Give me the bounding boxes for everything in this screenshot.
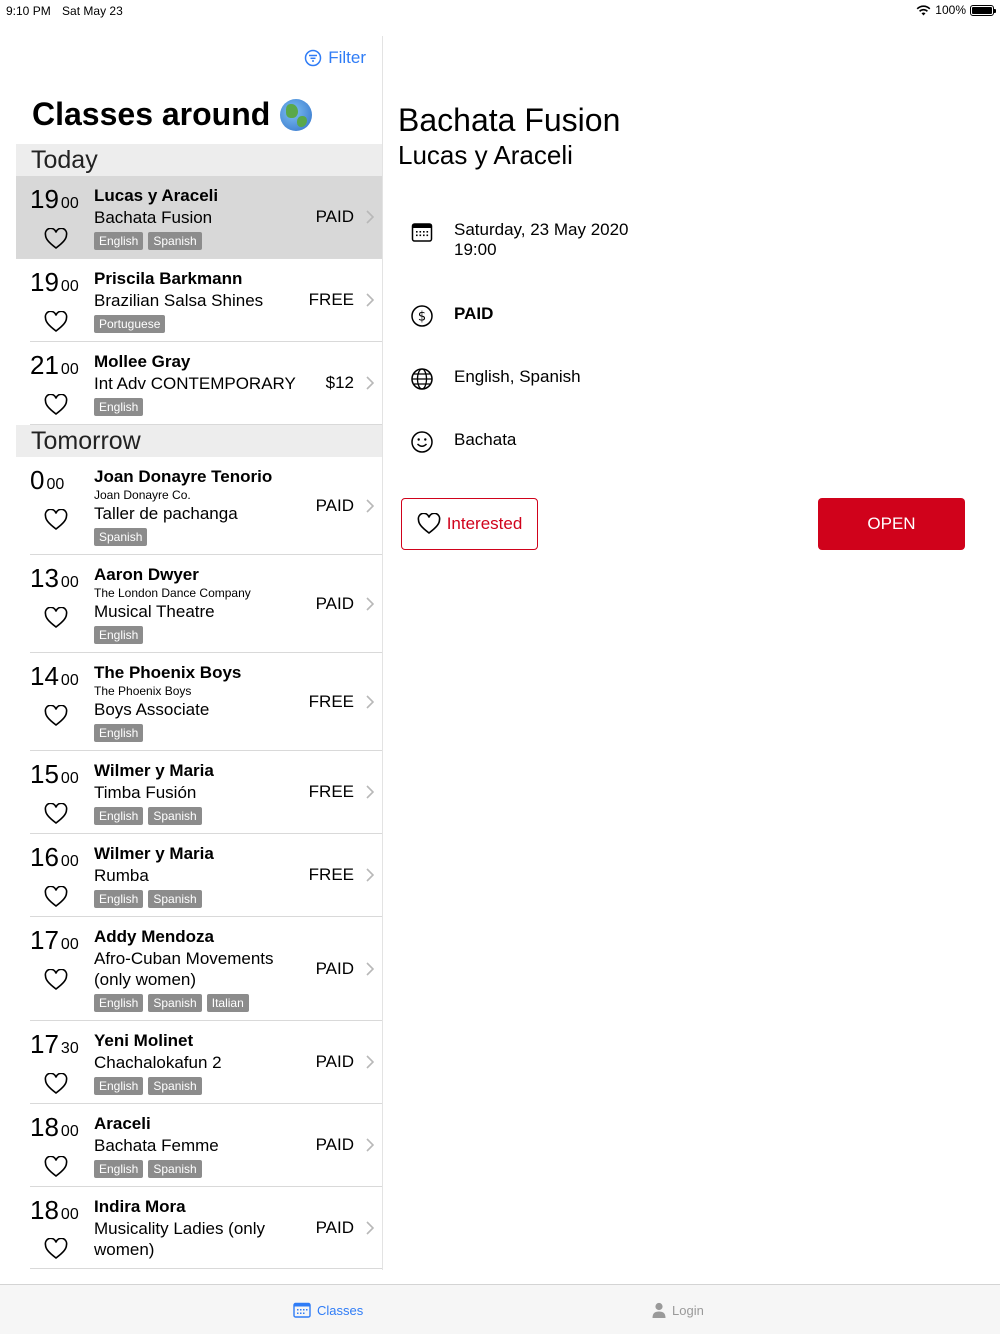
interested-button[interactable] — [401, 498, 538, 550]
filter-button[interactable] — [304, 48, 366, 68]
detail-style-row — [410, 430, 516, 454]
class-time — [30, 267, 90, 298]
class-hour: 15 — [30, 759, 59, 789]
class-row-content — [30, 176, 382, 258]
class-price: FREE — [308, 782, 354, 801]
language-tags — [94, 807, 382, 825]
class-row-content — [30, 555, 382, 652]
class-name: Musical Theatre — [94, 602, 215, 621]
favorite-heart-icon[interactable] — [44, 509, 68, 531]
class-price: PAID — [315, 207, 354, 226]
status-left — [6, 4, 131, 18]
dollar-icon — [410, 304, 434, 328]
class-name: Afro-Cuban Movements (only women) — [94, 949, 274, 989]
page-title — [32, 96, 312, 133]
class-row[interactable] — [30, 1187, 382, 1269]
class-name: Timba Fusión — [94, 783, 197, 802]
language-tags — [94, 232, 382, 250]
favorite-heart-icon[interactable] — [44, 803, 68, 825]
class-list — [16, 144, 382, 1269]
calendar-icon — [410, 220, 434, 244]
class-row-content — [30, 834, 382, 916]
language-tags — [94, 994, 382, 1012]
language-tag: English — [94, 1077, 143, 1095]
section-header: Tomorrow — [16, 425, 382, 457]
class-price: FREE — [308, 865, 354, 884]
class-price: PAID — [315, 593, 354, 613]
favorite-heart-icon[interactable] — [44, 394, 68, 416]
open-button[interactable]: OPEN — [818, 498, 965, 550]
interested-label: Interested — [446, 514, 523, 533]
battery-icon — [970, 5, 994, 16]
svg-text:$: $ — [417, 309, 427, 325]
class-row[interactable] — [30, 259, 382, 342]
class-time — [30, 465, 90, 496]
favorite-heart-icon[interactable] — [44, 1073, 68, 1095]
class-price: PAID — [315, 1135, 354, 1154]
class-hour: 19 — [30, 184, 59, 214]
class-hour: 14 — [30, 661, 59, 691]
class-row[interactable] — [16, 176, 382, 259]
favorite-heart-icon[interactable] — [44, 705, 68, 727]
class-minute: 00 — [60, 195, 79, 212]
class-row[interactable] — [30, 751, 382, 834]
language-tags — [94, 528, 382, 546]
class-time — [30, 350, 90, 381]
status-date: Sat May 23 — [62, 4, 123, 18]
chevron-right-icon — [366, 1138, 374, 1152]
language-tag: Spanish — [148, 1077, 201, 1095]
class-price: PAID — [315, 958, 354, 978]
class-hour: 0 — [30, 465, 45, 495]
class-minute: 00 — [60, 361, 79, 378]
class-teacher: Aaron Dwyer — [94, 565, 199, 584]
class-name: Boys Associate — [94, 700, 210, 719]
detail-languages: English, Spanish — [454, 367, 581, 386]
class-name: Int Adv CONTEMPORARY — [94, 374, 296, 393]
class-company: The Phoenix Boys — [94, 684, 192, 698]
class-hour: 18 — [30, 1112, 59, 1142]
class-row-content — [30, 751, 382, 833]
class-minute: 00 — [60, 278, 79, 295]
tab-login-label: Login — [672, 1302, 704, 1318]
favorite-heart-icon[interactable] — [44, 886, 68, 908]
class-time — [30, 1112, 90, 1143]
status-bar — [0, 0, 1000, 24]
class-time — [30, 184, 90, 215]
language-tags — [94, 315, 382, 333]
detail-price-row — [410, 304, 493, 328]
class-teacher: Wilmer y Maria — [94, 761, 214, 780]
language-tag: English — [94, 724, 143, 742]
favorite-heart-icon[interactable] — [44, 228, 68, 250]
class-price: FREE — [308, 290, 354, 309]
class-company: Joan Donayre Co. — [94, 488, 191, 502]
status-time: 9:10 PM — [6, 4, 51, 18]
globe-outline-icon — [410, 367, 434, 391]
favorite-heart-icon[interactable] — [44, 1238, 68, 1260]
class-row-content — [30, 457, 382, 554]
tab-bar — [0, 1284, 1000, 1334]
chevron-right-icon — [366, 293, 374, 307]
detail-date-row — [410, 220, 629, 260]
calendar-tab-icon — [293, 1302, 311, 1318]
detail-language-row — [410, 367, 581, 391]
class-row-content — [30, 917, 382, 1020]
class-teacher: The Phoenix Boys — [94, 663, 242, 682]
smiley-icon — [410, 430, 434, 454]
tab-classes[interactable] — [293, 1302, 363, 1318]
detail-style: Bachata — [454, 430, 517, 449]
class-time — [30, 1029, 90, 1060]
class-minute: 00 — [60, 1206, 79, 1223]
battery-percent: 100% — [935, 3, 966, 17]
language-tag: English — [94, 232, 143, 250]
detail-time: 19:00 — [454, 240, 497, 259]
class-minute: 00 — [60, 1123, 79, 1140]
chevron-right-icon — [366, 597, 374, 611]
class-row-content — [30, 1187, 382, 1268]
language-tags — [94, 890, 382, 908]
class-price: FREE — [308, 691, 354, 711]
class-name: Musicality Ladies (only women) — [94, 1219, 266, 1259]
class-row-content — [30, 342, 382, 424]
language-tags — [94, 398, 382, 416]
section-header: Today — [16, 144, 382, 176]
class-name: Brazilian Salsa Shines — [94, 291, 264, 310]
heart-icon — [417, 513, 441, 535]
class-name: Bachata Femme — [94, 1136, 219, 1155]
class-hour: 13 — [30, 563, 59, 593]
class-hour: 17 — [30, 925, 59, 955]
globe-icon — [280, 99, 312, 131]
tab-login[interactable] — [652, 1302, 704, 1318]
class-name: Rumba — [94, 866, 149, 885]
filter-label: Filter — [328, 48, 366, 67]
class-row[interactable] — [30, 917, 382, 1021]
class-teacher: Araceli — [94, 1114, 151, 1133]
class-price: PAID — [315, 495, 354, 515]
pane-divider — [382, 36, 383, 1270]
class-name: Taller de pachanga — [94, 504, 238, 523]
class-teacher: Indira Mora — [94, 1197, 186, 1216]
class-teacher: Mollee Gray — [94, 352, 191, 371]
language-tag: English — [94, 1160, 143, 1178]
language-tag: Spanish — [94, 528, 147, 546]
class-price: PAID — [315, 1052, 354, 1071]
status-right — [916, 3, 994, 17]
favorite-heart-icon[interactable] — [44, 969, 68, 991]
language-tags — [94, 626, 382, 644]
chevron-right-icon — [366, 962, 374, 976]
class-teacher: Addy Mendoza — [94, 927, 214, 946]
language-tag: Spanish — [148, 890, 201, 908]
chevron-right-icon — [366, 785, 374, 799]
language-tag: Spanish — [148, 807, 201, 825]
detail-date: Saturday, 23 May 2020 — [454, 220, 629, 239]
favorite-heart-icon[interactable] — [44, 311, 68, 333]
chevron-right-icon — [366, 868, 374, 882]
class-minute: 00 — [60, 853, 79, 870]
detail-price: PAID — [454, 304, 494, 323]
chevron-right-icon — [366, 210, 374, 224]
class-teacher: Joan Donayre Tenorio — [94, 467, 273, 486]
class-time — [30, 842, 90, 873]
class-name: Chachalokafun 2 — [94, 1053, 222, 1072]
class-teacher: Yeni Molinet — [94, 1031, 194, 1050]
chevron-right-icon — [366, 1055, 374, 1069]
filter-icon — [304, 49, 322, 67]
class-row[interactable] — [30, 555, 382, 653]
language-tag: Italian — [207, 994, 249, 1012]
class-teacher: Priscila Barkmann — [94, 269, 243, 288]
class-company: The London Dance Company — [94, 586, 251, 600]
chevron-right-icon — [366, 695, 374, 709]
class-minute: 00 — [60, 574, 79, 591]
class-list-pane — [0, 24, 382, 1270]
class-row[interactable] — [30, 342, 382, 425]
detail-subtitle: Lucas y Araceli — [398, 140, 573, 170]
chevron-right-icon — [366, 376, 374, 390]
language-tag: English — [94, 626, 143, 644]
class-row[interactable] — [30, 457, 382, 555]
class-price: $12 — [325, 373, 354, 392]
class-name: Bachata Fusion — [94, 208, 213, 227]
class-row[interactable] — [30, 1104, 382, 1187]
class-minute: 00 — [60, 672, 79, 689]
page-title-text: Classes around — [32, 96, 271, 132]
language-tags — [94, 1160, 382, 1178]
class-row-content — [30, 259, 382, 341]
class-hour: 17 — [30, 1029, 59, 1059]
class-time — [30, 661, 90, 692]
battery-fill — [972, 7, 992, 14]
language-tags — [94, 724, 382, 742]
class-teacher: Wilmer y Maria — [94, 844, 214, 863]
class-time — [30, 925, 90, 956]
class-row-content — [30, 1104, 382, 1186]
class-minute: 00 — [60, 770, 79, 787]
person-icon — [652, 1302, 666, 1318]
class-time — [30, 1195, 90, 1226]
class-row-content — [30, 653, 382, 750]
language-tag: English — [94, 807, 143, 825]
class-time — [30, 563, 90, 594]
chevron-right-icon — [366, 499, 374, 513]
class-price: PAID — [315, 1217, 354, 1237]
class-row-content — [30, 1021, 382, 1103]
class-minute: 30 — [60, 1040, 79, 1057]
class-minute: 00 — [46, 476, 65, 493]
tab-classes-label: Classes — [317, 1302, 364, 1318]
language-tag: English — [94, 890, 143, 908]
language-tag: Portuguese — [94, 315, 165, 333]
class-row[interactable] — [30, 653, 382, 751]
language-tag: English — [94, 398, 143, 416]
language-tags — [94, 1077, 382, 1095]
language-tag: Spanish — [148, 232, 201, 250]
language-tag: Spanish — [148, 1160, 201, 1178]
class-minute: 00 — [60, 936, 79, 953]
class-time — [30, 759, 90, 790]
favorite-heart-icon[interactable] — [44, 1156, 68, 1178]
wifi-icon — [916, 5, 931, 16]
chevron-right-icon — [366, 1221, 374, 1235]
detail-title: Bachata Fusion — [398, 102, 621, 138]
class-row[interactable] — [30, 1021, 382, 1104]
class-teacher: Lucas y Araceli — [94, 186, 219, 205]
language-tag: Spanish — [148, 994, 201, 1012]
class-hour: 18 — [30, 1195, 59, 1225]
class-hour: 19 — [30, 267, 59, 297]
favorite-heart-icon[interactable] — [44, 607, 68, 629]
class-hour: 21 — [30, 350, 59, 380]
class-hour: 16 — [30, 842, 59, 872]
class-row[interactable] — [30, 834, 382, 917]
language-tag: English — [94, 994, 143, 1012]
